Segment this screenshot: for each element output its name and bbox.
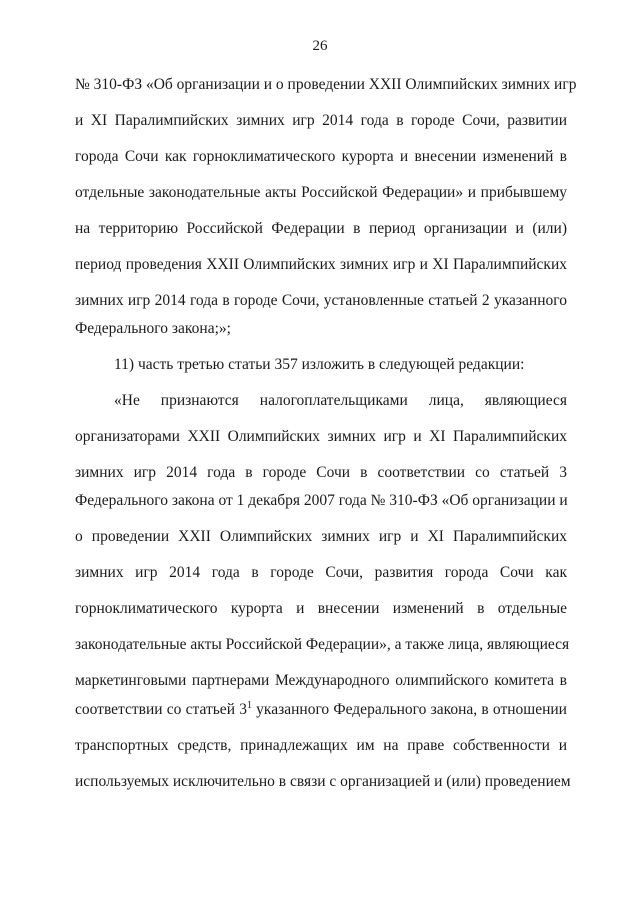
text-line: маркетинговыми партнерами Международного олимпийского комитета в bbox=[75, 672, 567, 689]
text-line: горноклиматического курорта и внесении изменений в отдельные bbox=[75, 600, 567, 617]
text-line: зимних игр 2014 года в городе Сочи в соответствии со статьей 3 bbox=[75, 464, 567, 481]
text-line: законодательные акты Российской Федерации», а также лица, являющиеся bbox=[75, 636, 570, 653]
page-number: 26 bbox=[312, 38, 328, 54]
text-fragment: указанного Федерального закона, в отношении bbox=[251, 701, 567, 718]
superscript: 1 bbox=[246, 700, 252, 711]
text-line: отдельные законодательные акты Российской Федерации» и прибывшему bbox=[75, 184, 567, 201]
text-line: период проведения XXII Олимпийских зимних игр и XI Паралимпийских bbox=[75, 256, 567, 273]
text-line: Федерального закона от 1 декабря 2007 года № 310-ФЗ «Об организации и bbox=[75, 492, 568, 509]
text-line: города Сочи как горноклиматического курорта и внесении изменений в bbox=[75, 148, 567, 165]
text-line: Федерального закона;»; bbox=[75, 320, 231, 337]
text-line: о проведении XXII Олимпийских зимних игр и XI Паралимпийских bbox=[75, 528, 567, 545]
text-line: и XI Паралимпийских зимних игр 2014 года в городе Сочи, развитии bbox=[75, 112, 567, 129]
text-line: используемых исключительно в связи с организацией и (или) проведением bbox=[75, 773, 571, 790]
text-line: транспортных средств, принадлежащих им на праве собственности и bbox=[75, 737, 567, 754]
text-line: 11) часть третью статьи 357 изложить в следующей редакции: bbox=[114, 356, 525, 373]
text-line: «Не признаются налогоплательщиками лица, являющиеся bbox=[114, 392, 567, 409]
text-line: на территорию Российской Федерации в период организации и (или) bbox=[75, 220, 567, 237]
text-fragment: соответствии со статьей 3 bbox=[75, 701, 247, 718]
text-line: организаторами XXII Олимпийских зимних игр и XI Паралимпийских bbox=[75, 428, 567, 445]
text-line: зимних игр 2014 года в городе Сочи, развития города Сочи как bbox=[75, 564, 567, 581]
text-line: № 310-ФЗ «Об организации и о проведении XXII Олимпийских зимних игр bbox=[75, 76, 577, 93]
text-line bbox=[75, 699, 567, 721]
text-line: зимних игр 2014 года в городе Сочи, установленные статьей 2 указанного bbox=[75, 292, 567, 309]
